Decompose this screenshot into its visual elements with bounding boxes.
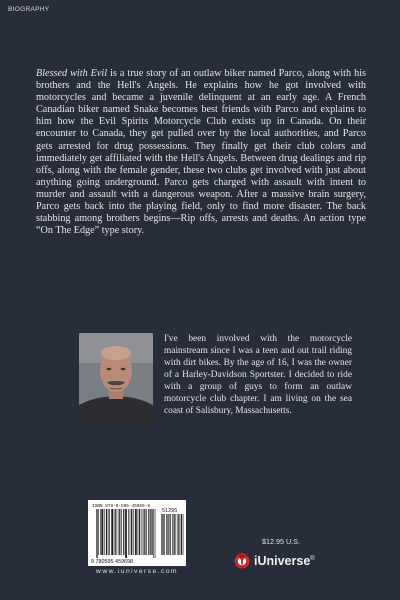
barcode-bar	[150, 509, 151, 555]
barcode-addon-bar	[168, 514, 169, 555]
barcode-bar	[131, 509, 132, 555]
barcode-bar	[140, 509, 141, 555]
publisher-logo	[234, 552, 315, 570]
book-synopsis	[36, 68, 366, 237]
barcode-bar	[145, 509, 146, 555]
barcode-addon-bar	[161, 514, 162, 555]
barcode-bar	[103, 509, 104, 555]
barcode-bar	[155, 509, 156, 558]
barcode-bar	[111, 509, 112, 555]
barcode-bar	[107, 509, 108, 555]
barcode-addon-bar	[181, 514, 182, 555]
barcode-bar	[114, 509, 115, 555]
barcode-bar	[136, 509, 137, 555]
barcode-bar	[104, 509, 105, 555]
publisher-logo-icon	[234, 553, 250, 569]
barcode-bar	[152, 509, 153, 555]
author-photo	[79, 333, 153, 426]
barcode-addon-bar	[163, 514, 164, 555]
book-title: Blessed with Evil	[36, 68, 108, 79]
barcode-bar	[148, 509, 149, 555]
barcode-addon-bar	[178, 514, 179, 555]
barcode-bar	[100, 509, 101, 555]
barcode-bar	[126, 509, 127, 558]
barcode-bar	[119, 509, 120, 555]
publisher-website: www.iuniverse.com	[96, 568, 178, 575]
barcode-price-code: 51295	[162, 508, 178, 514]
barcode-bar	[108, 509, 109, 555]
barcode-bar	[118, 509, 119, 555]
isbn-barcode	[88, 500, 186, 566]
barcode-bar	[133, 509, 134, 555]
barcode-digits: 9 780595 459698	[91, 559, 133, 565]
barcode-bar	[123, 509, 124, 555]
barcode-addon-bar	[170, 514, 171, 555]
barcode-bar	[128, 509, 129, 555]
barcode-bar	[144, 509, 145, 555]
barcode-bar	[130, 509, 131, 555]
author-bio: I've been involved with the motorcycle mainstream since I was a teen and out trail riding with dirt bikes. By the age of 16, I was the owner of a Harley-Davidson Sportster. I decided to ride with a group of guys to form an outlaw motorcycle club chapter. I am living on the sea coast of Salisbury, Massachusetts.	[164, 334, 352, 416]
barcode-addon-bar	[174, 514, 175, 555]
barcode-bar	[106, 509, 107, 555]
barcode-addon-bar	[166, 514, 167, 555]
category-label: BIOGRAPHY	[8, 6, 50, 13]
barcode-addon-bar	[174, 514, 175, 555]
barcode-bar	[143, 509, 144, 555]
barcode-bar	[142, 509, 143, 555]
barcode-bar	[146, 509, 147, 555]
barcode-bar	[126, 509, 127, 558]
barcode-bar	[101, 509, 102, 555]
barcode-bar	[136, 509, 137, 555]
barcode-bar	[121, 509, 122, 555]
barcode-bar	[115, 509, 116, 555]
barcode-bar	[138, 509, 139, 555]
price-label: $12.95 U.S.	[262, 537, 300, 546]
barcode-addon-bar	[167, 514, 168, 555]
barcode-addon-bar	[178, 514, 179, 555]
barcode-addon-bar	[170, 514, 171, 555]
barcode-addon-bar	[183, 514, 184, 555]
barcode-bar	[135, 509, 136, 555]
barcode-addon-bar	[179, 514, 180, 555]
barcode-bar	[96, 509, 97, 558]
barcode-bar	[113, 509, 114, 555]
barcode-addon-bar	[164, 514, 165, 555]
publisher-name: iUniverse	[254, 554, 311, 568]
publisher-registered-mark: ®	[310, 555, 315, 562]
barcode-bar	[102, 509, 103, 555]
barcode-addon-bar	[181, 514, 182, 555]
barcode-bar	[153, 509, 154, 558]
barcode-bar	[98, 509, 99, 555]
synopsis-text: is a true story of an outlaw biker named Parco, along with his brothers and the Hell's Angels. He explains how he got involved with motorcycles and became a juvenile delinquent at an early age. A French Canadian biker named Snake becomes best friends with Parco and explains to him how the Evil Spirits Motorcycle Club exists up in Canada. On their encounter to Canada, they get pulled over by the local authorities, and Parco gets arrested for drug possessions. They finally get their club colors and immediately get affiliated with the Hell's Angels. Between drug dealings and rip offs, along with the female gender, these two clubs get involved with just about anything going underground. Parco gets charged with assault with intent to murder and assault with a dangerous weapon. After a massive brain surgery, Parco gets back into the playing field, only to find more disaster. The back stabbing among brothers begins—Rip offs, arrests and deaths. An action type “On The Edge” type story.	[36, 68, 366, 237]
barcode-bar	[151, 509, 152, 555]
barcode-bar	[97, 509, 98, 558]
barcode-bar	[112, 509, 113, 555]
barcode-bar	[124, 509, 125, 555]
barcode-bar	[120, 509, 121, 555]
barcode-isbn-label: ISBN 978-0-595-45969-8	[92, 504, 150, 509]
barcode-bar	[149, 509, 150, 555]
barcode-addon-bar	[162, 514, 163, 555]
barcode-bar	[125, 509, 126, 558]
barcode-bar	[139, 509, 140, 555]
barcode-bar	[116, 509, 117, 555]
barcode-bar	[132, 509, 133, 555]
barcode-addon-bar	[176, 514, 177, 555]
barcode-bar	[109, 509, 110, 555]
barcode-addon-bar	[172, 514, 173, 555]
